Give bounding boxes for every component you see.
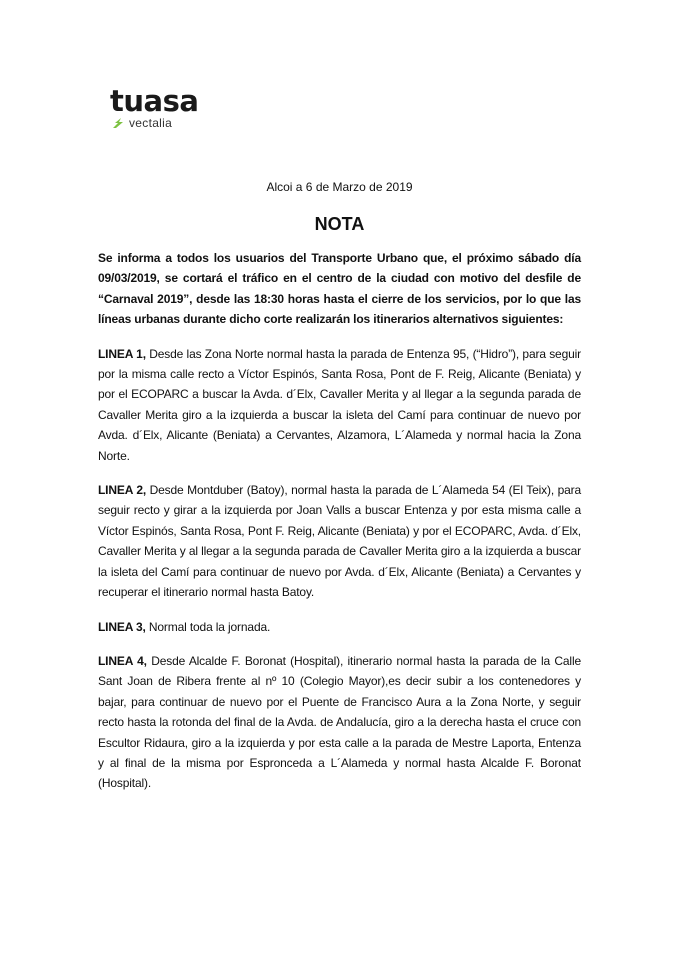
linea-text: Desde Alcalde F. Boronat (Hospital), itinerario normal hasta la parada de la Calle Sant Joan de Ribera frente al nº 10 (Colegio Mayor),es decir subir a los contenedores y bajar, para continuar de nuevo por el Puente de Francisco Aura a la Zona Norte, y seguir recto hasta la rotonda del final de la Avda. de Andalucía, giro a la derecha hasta el cruce con Escultor Ridaura, giro a la izquierda y por esta calle a la parada de Mestre Laporta, Entenza y al final de la misma por Espronceda a L´Alameda y normal hasta Alcalde F. Boronat (Hospital). (98, 653, 581, 791)
logo-sub: vectalia (129, 116, 173, 130)
linea-label: LINEA 4, (98, 653, 147, 668)
linea-text: Desde las Zona Norte normal hasta la parada de Entenza 95, (“Hidro”), para seguir por la misma calle recto a Víctor Espinós, Santa Rosa, Pont de F. Reig, Alicante (Beniata) y por el ECOPARC a buscar la Avda. d´Elx, Cavaller Merita y al llegar a la segunda parada de Cavaller Merita giro a la izquierda a buscar la isleta del Camí para continuar de nuevo por Avda. d´Elx, Alicante (Beniata) a Cervantes, Alzamora, L´Alameda y normal hacia la Zona Norte. (98, 346, 581, 463)
tuasa-logo (110, 86, 198, 130)
logo-brand: tuasa (110, 84, 199, 118)
document-title: NOTA (314, 214, 365, 234)
intro-paragraph: Se informa a todos los usuarios del Transporte Urbano que, el próximo sábado día 09/03/2019, se cortará el tráfico en el centro de la ciudad con motivo del desfile de “Carnaval 2019”, desde las 18:30 horas hasta el cierre de los servicios, por lo que las líneas urbanas durante dicho corte realizarán los itinerarios alternativos siguientes: (98, 251, 581, 327)
linea-text: Desde Montduber (Batoy), normal hasta la parada de L´Alameda 54 (El Teix), para seguir recto y girar a la izquierda por Joan Valls a buscar Entenza y por esta misma calle a Víctor Espinós, Santa Rosa, Pont F. Reig, Alicante (Beniata) y por el ECOPARC, Avda. d´Elx, Cavaller Merita y al llegar a la segunda parada de Cavaller Merita giro a la izquierda a buscar la isleta del Camí para continuar de nuevo por Avda. d´Elx, Alicante (Beniata) a Cervantes y recuperar el itinerario normal hasta Batoy. (98, 483, 581, 600)
vectalia-leaf-icon (112, 117, 126, 129)
linea-3-paragraph (98, 617, 581, 637)
document-body (98, 248, 581, 808)
document-date: Alcoi a 6 de Marzo de 2019 (266, 180, 413, 194)
linea-label: LINEA 3, (98, 619, 146, 634)
linea-label: LINEA 2, (98, 483, 147, 498)
linea-label: LINEA 1, (98, 346, 146, 361)
linea-text: Normal toda la jornada. (145, 619, 271, 634)
linea-2-paragraph (98, 480, 581, 602)
linea-1-paragraph (98, 344, 581, 466)
linea-4-paragraph (98, 651, 581, 794)
